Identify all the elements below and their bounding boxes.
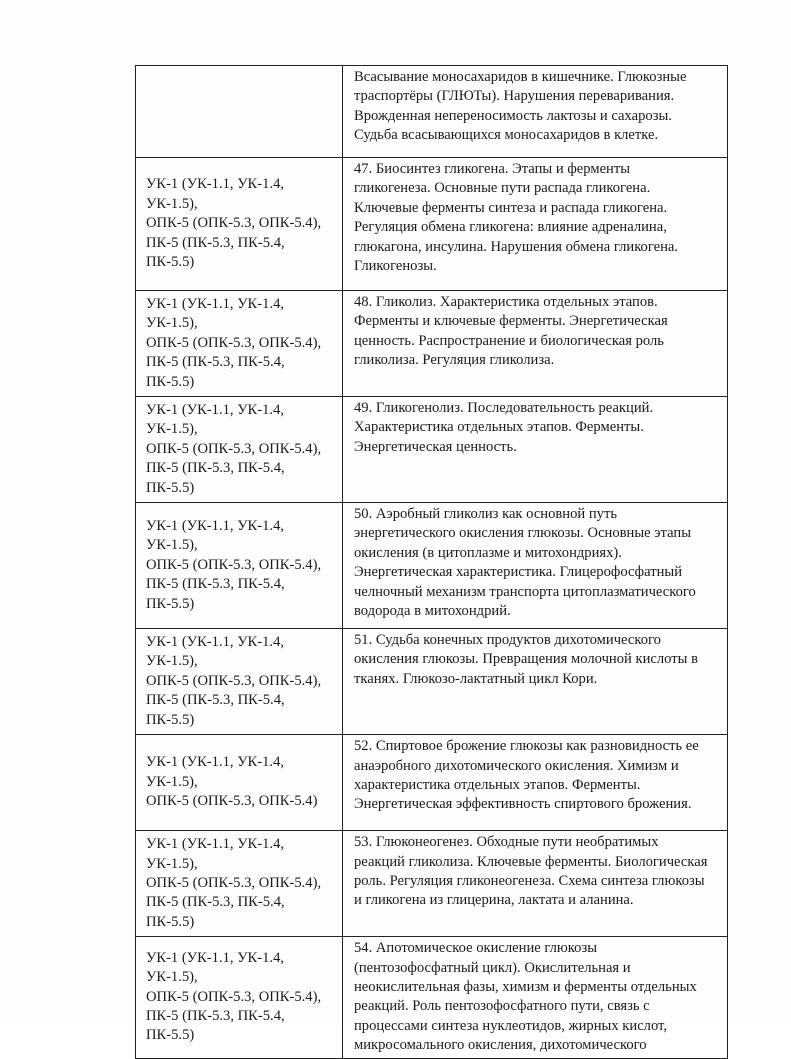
table-row xyxy=(136,937,728,1058)
competency-text: УК-1 (УК-1.1, УК-1.4, УК-1.5), ОПК-5 (ОПК-5.3, ОПК-5.4), ПК-5 (ПК-5.3, ПК-5.4, ПК-5.5) xyxy=(146,518,322,612)
table-row xyxy=(136,629,728,735)
topic-cell xyxy=(343,831,728,937)
competency-topics-table xyxy=(135,65,728,1059)
topic-text: 54. Апотомическое окисление глюкозы (пентозофосфатный цикл). Окислительная и неокислительная фазы, химизм и ферменты отдельных реакций. Роль пентозофосфатного пути, связь с процессами синтеза нуклеотидов, жирных кислот, микросомального окисления, дихотомического xyxy=(354,940,697,1054)
table-row xyxy=(136,291,728,397)
topic-text: 48. Гликолиз. Характеристика отдельных этапов. Ферменты и ключевые ферменты. Энергетическая ценность. Распространение и биологическая роль гликолиза. Регуляция гликолиза. xyxy=(354,294,668,369)
competency-text: УК-1 (УК-1.1, УК-1.4, УК-1.5), ОПК-5 (ОПК-5.3, ОПК-5.4), ПК-5 (ПК-5.3, ПК-5.4, ПК-5.5) xyxy=(146,634,322,728)
topic-text: 52. Спиртовое брожение глюкозы как разновидность ее анаэробного дихотомического окисления. Химизм и характеристика отдельных этапов. Ферменты. Энергетическая эффективность спиртового брожения. xyxy=(354,738,699,813)
table-row xyxy=(136,735,728,831)
topic-cell xyxy=(343,629,728,735)
topic-cell xyxy=(343,291,728,397)
competency-text: УК-1 (УК-1.1, УК-1.4, УК-1.5), ОПК-5 (ОПК-5.3, ОПК-5.4), ПК-5 (ПК-5.3, ПК-5.4, ПК-5.5) xyxy=(146,836,322,930)
topic-text: 53. Глюконеогенез. Обходные пути необратимых реакций гликолиза. Ключевые ферменты. Биологическая роль. Регуляция гликонеогенеза. Схема синтеза глюкозы и гликогена из глицерина, лактата и аланина. xyxy=(354,834,708,909)
topic-cell xyxy=(343,66,728,158)
competency-text: УК-1 (УК-1.1, УК-1.4, УК-1.5), ОПК-5 (ОПК-5.3, ОПК-5.4), ПК-5 (ПК-5.3, ПК-5.4, ПК-5.5) xyxy=(146,402,322,496)
table-row xyxy=(136,397,728,503)
competency-cell xyxy=(136,158,343,291)
topic-text: 50. Аэробный гликолиз как основной путь энергетического окисления глюкозы. Основные этапы окисления (в цитоплазме и митохондриях). Энергетическая характеристика. Глицерофосфатный челночный механизм транспорта цитоплазматического водорода в митохондрий. xyxy=(354,506,696,620)
topic-cell xyxy=(343,503,728,629)
competency-cell xyxy=(136,735,343,831)
table-row xyxy=(136,503,728,629)
topic-cell xyxy=(343,735,728,831)
competency-cell xyxy=(136,831,343,937)
competency-cell xyxy=(136,291,343,397)
competency-text: УК-1 (УК-1.1, УК-1.4, УК-1.5), ОПК-5 (ОПК-5.3, ОПК-5.4), ПК-5 (ПК-5.3, ПК-5.4, ПК-5.5) xyxy=(146,296,322,390)
competency-text: УК-1 (УК-1.1, УК-1.4, УК-1.5), ОПК-5 (ОПК-5.3, ОПК-5.4) xyxy=(146,754,318,810)
table-row xyxy=(136,831,728,937)
topic-text: 49. Гликогенолиз. Последовательность реакций. Характеристика отдельных этапов. Ферменты. Энергетическая ценность. xyxy=(354,400,654,455)
topic-cell xyxy=(343,937,728,1058)
competency-cell xyxy=(136,397,343,503)
competency-text: УК-1 (УК-1.1, УК-1.4, УК-1.5), ОПК-5 (ОПК-5.3, ОПК-5.4), ПК-5 (ПК-5.3, ПК-5.4, ПК-5.5) xyxy=(146,176,322,271)
table-row xyxy=(136,158,728,291)
competency-cell xyxy=(136,629,343,735)
topic-cell xyxy=(343,397,728,503)
topic-text: 51. Судьба конечных продуктов дихотомического окисления глюкозы. Превращения молочной кислоты в тканях. Глюкозо-лактатный цикл Кори. xyxy=(354,632,698,687)
topic-text: Всасывание моносахаридов в кишечнике. Глюкозные траспортёры (ГЛЮТы). Нарушения переваривания. Врожденная непереносимость лактозы и сахарозы. Судьба всасывающихся моносахаридов в клетке. xyxy=(354,69,687,144)
competency-text: УК-1 (УК-1.1, УК-1.4, УК-1.5), ОПК-5 (ОПК-5.3, ОПК-5.4), ПК-5 (ПК-5.3, ПК-5.4, ПК-5.5) xyxy=(146,949,322,1044)
competency-cell xyxy=(136,937,343,1058)
competency-cell xyxy=(136,503,343,629)
competency-cell xyxy=(136,66,343,158)
topic-text: 47. Биосинтез гликогена. Этапы и ферменты гликогенеза. Основные пути распада гликогена. Ключевые ферменты синтеза и распада гликогена. Регуляция обмена гликогена: влияние адреналина, глюкагона, инсулина. Нарушения обмена гликогена. Гликогенозы. xyxy=(354,161,679,275)
topic-cell xyxy=(343,158,728,291)
table-row xyxy=(136,66,728,158)
